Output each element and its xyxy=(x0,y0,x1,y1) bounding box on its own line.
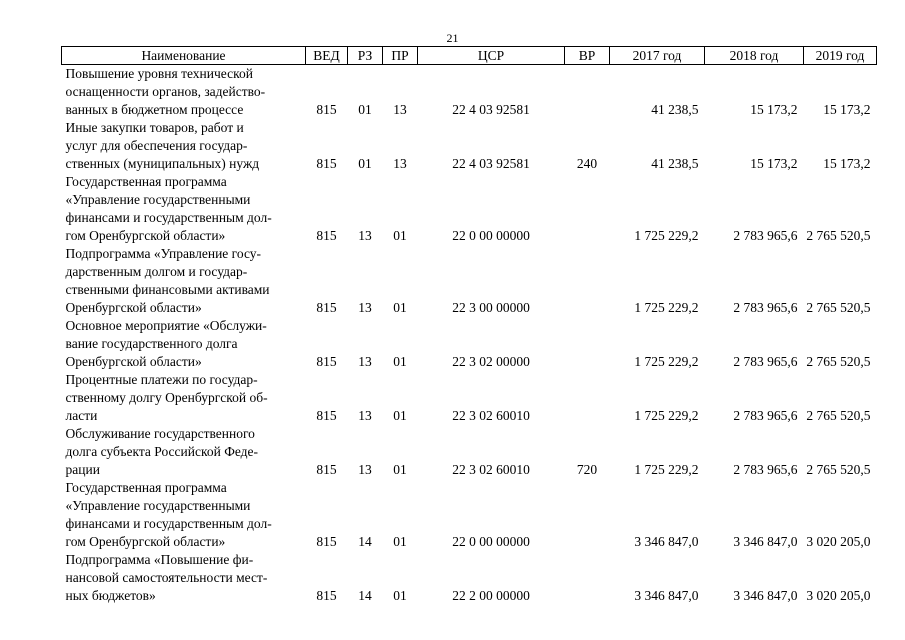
row-pr: 13 xyxy=(393,156,407,171)
row-name: Государственная программа «Управление государственными финансами и государственным дол- гом Оренбургской области» xyxy=(65,480,272,549)
table-row xyxy=(62,173,877,245)
table-row xyxy=(62,425,877,479)
row-2017: 41 238,5 xyxy=(651,156,699,171)
row-rz: 01 xyxy=(358,156,372,171)
row-pr: 01 xyxy=(393,300,407,315)
row-name: Государственная программа «Управление государственными финансами и государственным дол- гом Оренбургской области» xyxy=(65,174,272,243)
row-2017: 1 725 229,2 xyxy=(634,354,699,369)
row-2019: 15 173,2 xyxy=(823,156,871,171)
row-name: Повышение уровня технической оснащенности органов, задейство- ванных в бюджетном процессе xyxy=(65,66,266,117)
table-row xyxy=(62,479,877,551)
table-row xyxy=(62,119,877,173)
row-csr: 22 4 03 92581 xyxy=(452,156,530,171)
page-number: 21 xyxy=(446,31,459,45)
row-name: Обслуживание государственного долга субъекта Российской Феде- рации xyxy=(65,426,259,477)
row-pr: 01 xyxy=(393,462,407,477)
row-2017: 1 725 229,2 xyxy=(634,462,699,477)
budget-table xyxy=(61,46,877,605)
row-csr: 22 2 00 00000 xyxy=(452,588,530,603)
row-2018: 2 783 965,6 xyxy=(733,354,798,369)
header-vr: ВР xyxy=(565,47,610,65)
table-row xyxy=(62,317,877,371)
row-name: Подпрограмма «Повышение фи- нансовой самостоятельности мест- ных бюджетов» xyxy=(65,552,268,603)
row-ved: 815 xyxy=(316,408,337,423)
row-pr: 01 xyxy=(393,408,407,423)
row-2019: 2 765 520,5 xyxy=(806,408,871,423)
row-csr: 22 4 03 92581 xyxy=(452,102,530,117)
row-name: Иные закупки товаров, работ и услуг для обеспечения государ- ственных (муниципальных) нужд xyxy=(65,120,260,171)
row-vr: 720 xyxy=(576,462,598,477)
header-csr: ЦСР xyxy=(418,47,565,65)
row-csr: 22 0 00 00000 xyxy=(452,534,530,549)
row-ved: 815 xyxy=(316,354,337,369)
row-ved: 815 xyxy=(316,300,337,315)
row-pr: 01 xyxy=(393,354,407,369)
table-row xyxy=(62,371,877,425)
row-rz: 13 xyxy=(358,462,372,477)
row-csr: 22 3 02 00000 xyxy=(452,354,530,369)
row-ved: 815 xyxy=(316,156,337,171)
header-name: Наименование xyxy=(62,47,306,65)
row-name: Основное мероприятие «Обслужи- вание государственного долга Оренбургской области» xyxy=(65,318,267,369)
row-csr: 22 3 00 00000 xyxy=(452,300,530,315)
row-2019: 3 020 205,0 xyxy=(806,588,871,603)
row-vr xyxy=(565,245,610,317)
row-pr: 01 xyxy=(393,534,407,549)
row-2017: 1 725 229,2 xyxy=(634,408,699,423)
row-vr xyxy=(565,65,610,120)
row-2017: 3 346 847,0 xyxy=(634,534,699,549)
row-2019: 3 020 205,0 xyxy=(806,534,871,549)
header-ved: ВЕД xyxy=(306,47,348,65)
row-rz: 01 xyxy=(358,102,372,117)
row-rz: 13 xyxy=(358,354,372,369)
row-rz: 14 xyxy=(358,588,372,603)
row-csr: 22 0 00 00000 xyxy=(452,228,530,243)
header-pr: ПР xyxy=(383,47,418,65)
row-2019: 15 173,2 xyxy=(823,102,871,117)
row-csr: 22 3 02 60010 xyxy=(452,408,530,423)
table-header xyxy=(62,47,877,65)
row-2017: 41 238,5 xyxy=(651,102,699,117)
header-2019: 2019 год xyxy=(804,47,877,65)
row-2018: 2 783 965,6 xyxy=(733,462,798,477)
row-vr xyxy=(565,551,610,605)
row-rz: 13 xyxy=(358,228,372,243)
row-ved: 815 xyxy=(316,462,337,477)
header-row xyxy=(62,47,877,65)
table-row xyxy=(62,551,877,605)
row-2017: 1 725 229,2 xyxy=(634,228,699,243)
table-body xyxy=(62,65,877,606)
table-row xyxy=(62,245,877,317)
row-ved: 815 xyxy=(316,534,337,549)
header-rz: РЗ xyxy=(348,47,383,65)
row-2018: 15 173,2 xyxy=(750,156,798,171)
row-ved: 815 xyxy=(316,228,337,243)
row-pr: 01 xyxy=(393,228,407,243)
row-2018: 3 346 847,0 xyxy=(733,534,798,549)
row-2017: 3 346 847,0 xyxy=(634,588,699,603)
row-vr xyxy=(565,317,610,371)
row-2019: 2 765 520,5 xyxy=(806,462,871,477)
row-pr: 13 xyxy=(393,102,407,117)
row-csr: 22 3 02 60010 xyxy=(452,462,530,477)
row-vr xyxy=(565,173,610,245)
row-name: Подпрограмма «Управление госу- дарственным долгом и государ- ственными финансовыми активами Оренбургской области» xyxy=(65,246,270,315)
row-2018: 2 783 965,6 xyxy=(733,300,798,315)
row-vr xyxy=(565,479,610,551)
row-ved: 815 xyxy=(316,588,337,603)
table-row xyxy=(62,65,877,120)
row-rz: 13 xyxy=(358,300,372,315)
row-2019: 2 765 520,5 xyxy=(806,300,871,315)
row-pr: 01 xyxy=(393,588,407,603)
row-rz: 14 xyxy=(358,534,372,549)
row-vr: 240 xyxy=(576,156,598,171)
row-ved: 815 xyxy=(316,102,337,117)
header-2018: 2018 год xyxy=(705,47,804,65)
row-2019: 2 765 520,5 xyxy=(806,228,871,243)
row-rz: 13 xyxy=(358,408,372,423)
row-vr xyxy=(565,371,610,425)
row-name: Процентные платежи по государ- ственному долгу Оренбургской об- ласти xyxy=(65,372,268,423)
row-2018: 3 346 847,0 xyxy=(733,588,798,603)
row-2018: 15 173,2 xyxy=(750,102,798,117)
row-2019: 2 765 520,5 xyxy=(806,354,871,369)
row-2018: 2 783 965,6 xyxy=(733,408,798,423)
row-2018: 2 783 965,6 xyxy=(733,228,798,243)
header-2017: 2017 год xyxy=(610,47,705,65)
row-2017: 1 725 229,2 xyxy=(634,300,699,315)
